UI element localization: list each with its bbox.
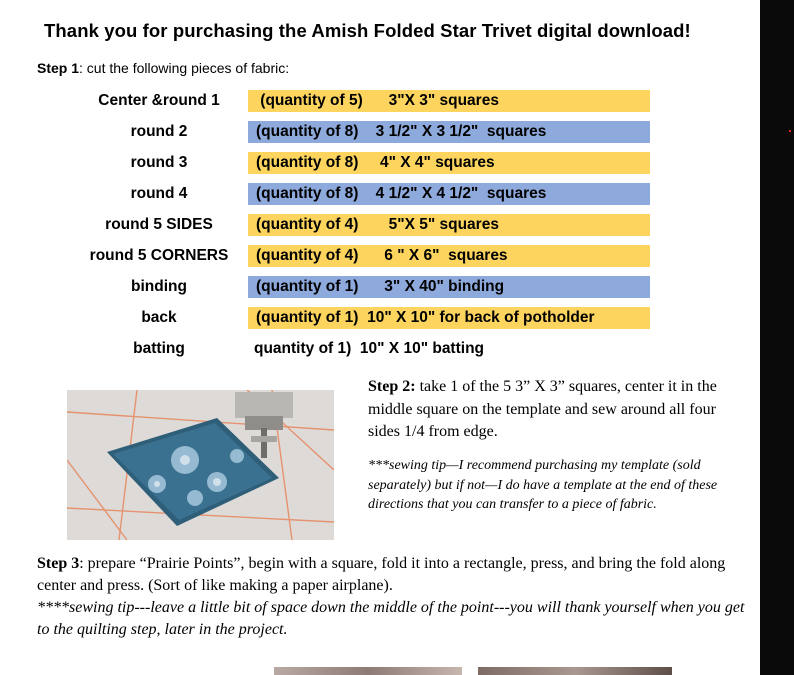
cut-list-row xyxy=(0,276,760,298)
step2-text: take 1 of the 5 3” X 3” squares, center it in the middle square on the template and sew around all four sides 1/4 from edge. xyxy=(368,378,717,440)
sewing-photo xyxy=(67,390,334,540)
step1-heading xyxy=(37,60,289,76)
viewer-side-strip xyxy=(760,0,794,675)
cut-list-row xyxy=(0,338,760,360)
bottom-photo-right xyxy=(478,667,672,675)
step1-label: Step 1 xyxy=(37,60,80,76)
cut-list-row xyxy=(0,90,760,112)
cut-piece-label: batting xyxy=(133,340,185,357)
cut-list-row xyxy=(0,245,760,267)
cut-piece-detail: (quantity of 5) 3"X 3" squares xyxy=(248,90,650,112)
cut-list-row xyxy=(0,307,760,329)
cut-piece-label: round 5 SIDES xyxy=(105,216,213,233)
cut-piece-detail: (quantity of 1) 3" X 40" binding xyxy=(248,276,650,298)
step3-text: : prepare “Prairie Points”, begin with a square, fold it into a rectangle, press, and bring the fold along center and press. (Sort of like making a paper airplane). xyxy=(37,555,726,594)
cut-piece-label: round 5 CORNERS xyxy=(89,247,229,264)
cut-piece-detail: (quantity of 4) 6 " X 6" squares xyxy=(248,245,650,267)
cut-piece-detail: (quantity of 8) 4" X 4" squares xyxy=(248,152,650,174)
cut-piece-label: back xyxy=(141,309,177,326)
step3-sewing-tip: ****sewing tip---leave a little bit of space down the middle of the point---you will thank yourself when you get to the quilting step, later in the project. xyxy=(37,599,745,638)
cut-piece-label: round 3 xyxy=(130,154,188,171)
bottom-photo-left xyxy=(274,667,462,675)
cut-list-row xyxy=(0,183,760,205)
cut-piece-detail: (quantity of 8) 3 1/2" X 3 1/2" squares xyxy=(248,121,650,143)
cut-piece-label: binding xyxy=(131,278,187,295)
cut-piece-detail: (quantity of 8) 4 1/2" X 4 1/2" squares xyxy=(248,183,650,205)
step1-text: : cut the following pieces of fabric: xyxy=(79,60,290,76)
cut-piece-label: round 4 xyxy=(130,185,188,202)
cut-list-row xyxy=(0,214,760,236)
sewing-photo-illustration xyxy=(67,390,334,540)
cut-piece-label: Center &round 1 xyxy=(98,92,220,109)
cut-list-row xyxy=(0,152,760,174)
step2-text-block xyxy=(368,376,748,444)
step3-text-block xyxy=(37,553,757,641)
step2-label: Step 2: xyxy=(368,378,416,395)
cut-piece-label: round 2 xyxy=(130,123,188,140)
cut-piece-detail: (quantity of 4) 5"X 5" squares xyxy=(248,214,650,236)
cut-piece-detail: quantity of 1) 10" X 10" batting xyxy=(254,340,485,357)
cut-list-row xyxy=(0,121,760,143)
cut-piece-detail: (quantity of 1) 10" X 10" for back of potholder xyxy=(248,307,650,329)
step3-label: Step 3 xyxy=(37,555,80,572)
step2-sewing-tip: ***sewing tip—I recommend purchasing my template (sold separately) but if not—I do have a template at the end of these directions that you can transfer to a piece of fabric. xyxy=(368,458,718,512)
page-title: Thank you for purchasing the Amish Folded Star Trivet digital download! xyxy=(44,20,691,41)
indicator-dot xyxy=(789,130,791,132)
